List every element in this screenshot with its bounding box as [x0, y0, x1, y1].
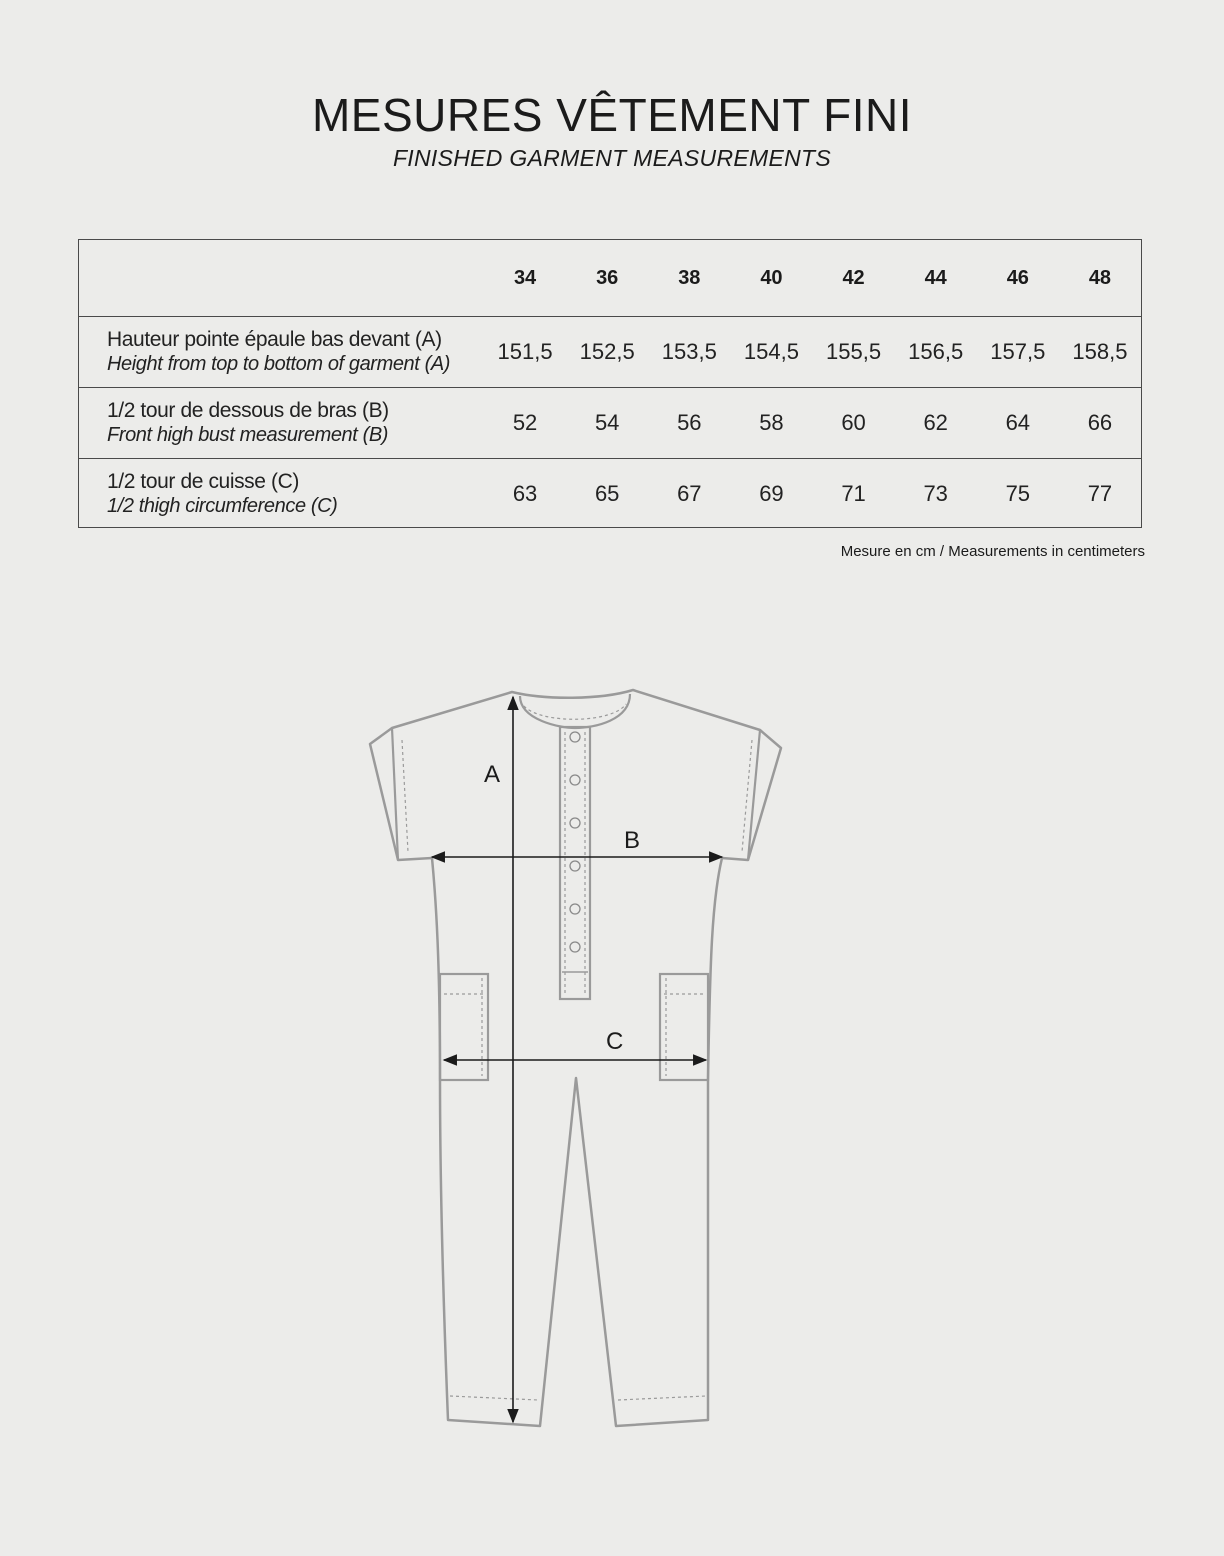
row-label-fr: 1/2 tour de dessous de bras (B): [107, 399, 389, 422]
table-cell: 62: [895, 388, 977, 459]
row-label-en: 1/2 thigh circumference (C): [107, 495, 338, 517]
size-header: 46: [1006, 266, 1029, 289]
table-cell: 155,5: [826, 339, 882, 364]
table-cell: 58: [730, 388, 812, 459]
table-cell: 56: [648, 388, 730, 459]
button-icon: [570, 861, 580, 871]
jumpsuit-outline: [370, 690, 781, 1426]
table-cell: 65: [566, 459, 648, 530]
table-cell: 157,5: [990, 339, 1046, 364]
page-subtitle: FINISHED GARMENT MEASUREMENTS: [392, 145, 832, 171]
table-cell: 73: [895, 459, 977, 530]
size-header: 44: [924, 266, 947, 289]
table-cell: 67: [648, 459, 730, 530]
table-cell: 54: [566, 388, 648, 459]
size-header: 36: [596, 266, 619, 289]
row-label-en: Height from top to bottom of garment (A): [107, 353, 451, 375]
button-icon: [570, 818, 580, 828]
table-cell: 154,5: [743, 339, 799, 364]
table-cell: 63: [484, 459, 566, 530]
button-icon: [570, 775, 580, 785]
size-header: 42: [842, 266, 865, 289]
table-cell: 156,5: [908, 339, 964, 364]
table-cell: 64: [977, 388, 1059, 459]
button-icon: [570, 942, 580, 952]
table-cell: 153,5: [661, 339, 717, 364]
table-cell: 71: [813, 459, 895, 530]
size-header: 48: [1088, 266, 1112, 289]
table-cell: 152,5: [579, 339, 635, 364]
dimension-a-label: A: [484, 761, 501, 788]
table-cell: 75: [977, 459, 1059, 530]
size-header: 38: [678, 266, 701, 289]
dimension-b-label: B: [624, 827, 641, 854]
table-cell: 151,5: [497, 339, 553, 364]
size-header: 34: [513, 266, 537, 289]
table-cell: 52: [484, 388, 566, 459]
dimension-c-label: C: [606, 1028, 624, 1055]
units-note: Mesure en cm / Measurements in centimeters: [840, 543, 1145, 560]
page-title: MESURES VÊTEMENT FINI: [311, 89, 913, 141]
table-cell: 69: [730, 459, 812, 530]
row-label-fr: 1/2 tour de cuisse (C): [107, 470, 299, 493]
table-cell: 66: [1059, 388, 1141, 459]
size-header: 40: [760, 266, 783, 289]
table-cell: 60: [813, 388, 895, 459]
button-icon: [570, 732, 580, 742]
row-label-en: Front high bust measurement (B): [107, 424, 389, 446]
table-cell: 158,5: [1072, 339, 1128, 364]
button-icon: [570, 904, 580, 914]
table-cell: 77: [1059, 459, 1141, 530]
row-label-fr: Hauteur pointe épaule bas devant (A): [107, 328, 442, 351]
